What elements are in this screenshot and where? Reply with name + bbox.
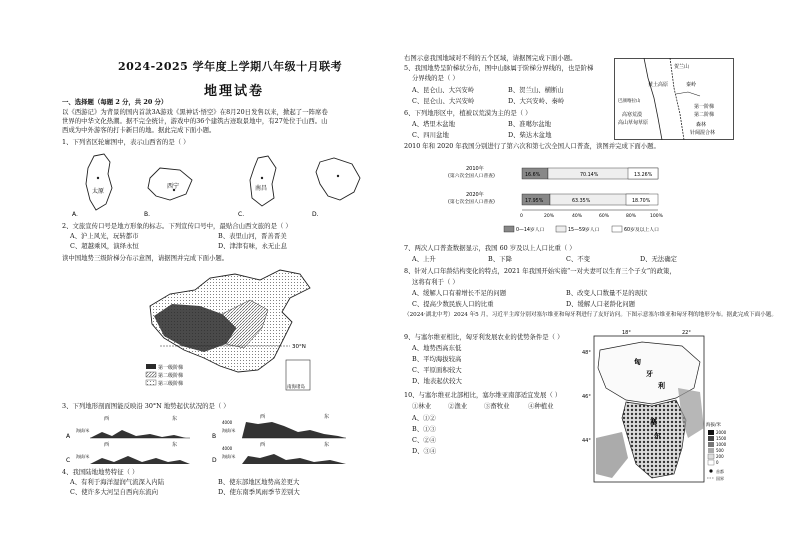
legend-tier-1: 第一级阶梯 <box>158 365 184 371</box>
question-5-cont: 分界线的是（ ） <box>412 74 459 82</box>
south-sea-label: 南海诸岛 <box>287 385 305 390</box>
map2-label-xiong: 匈 <box>634 358 641 366</box>
intro-line-1: 以《西游记》为背景的国内首款3A游戏《黑神话·悟空》在8月20日发售以来，掀起了一阵席卷 <box>62 108 328 116</box>
hungary-serbia-map <box>582 328 730 490</box>
question-1: 1、下列省区轮廓图中，表示山西省的是（ ） <box>62 138 190 146</box>
map-b-label: 西宁 <box>167 183 180 190</box>
pop-2010-child: 16.6% <box>525 173 541 178</box>
map-c-label: 南昌 <box>255 185 268 192</box>
q10-item-4: ④种植业 <box>528 402 554 410</box>
profile-a-letter: A <box>66 433 71 440</box>
pop-2020-working: 63.35% <box>572 199 591 204</box>
inset-bayan: 巴颜喀拉山 <box>618 99 641 104</box>
map2-label-sai: 塞 <box>650 418 657 426</box>
q9-option-a: A、地势西高东低 <box>412 344 462 352</box>
q7-option-c: C、不变 <box>566 255 591 263</box>
inset-loess: 黄土高原 <box>648 82 669 88</box>
map2-legend-capital: 首都 <box>716 469 724 474</box>
q6-option-b: B、准噶尔盆地 <box>508 120 552 128</box>
q2-option-c: C、超越乘风，演绎永恒 <box>70 242 139 250</box>
q5-option-d: D、大兴安岭、秦岭 <box>508 97 565 105</box>
question-6: 6、下列地形区中，植被以荒漠为主的是（ ） <box>404 109 532 117</box>
q5-option-b: B、贺兰山、横断山 <box>508 86 564 94</box>
intro-line-3: 西成为中外游客的打卡新目的地。据此完成下面小题。 <box>62 126 216 134</box>
map2-legend-0: 0 <box>716 460 719 465</box>
question-5: 5、我国地势呈阶梯状分布，图中山脉属于阶梯分界线的，也是阶梯 <box>404 64 594 72</box>
map-a-outline <box>86 154 112 210</box>
population-chart <box>404 152 674 240</box>
map-d-letter: D. <box>312 211 319 218</box>
q9-option-d: D、地表起伏较大 <box>412 377 462 385</box>
map2-lat-46: 46° <box>582 394 591 400</box>
question-8: 8、针对人口年龄结构变化的特点，2021 年我国开始实施“一对夫妻可以生育三个子女”的政策， <box>404 267 676 275</box>
q8-option-d: D、缓解人口老龄化问题 <box>566 300 636 308</box>
exam-subject: 地理试卷 <box>204 84 265 99</box>
q10-item-2: ②渔业 <box>448 402 468 410</box>
q8-option-c: C、提高少数民族人口的比重 <box>412 300 494 308</box>
exam-title: 2024-2025 学年度上学期八年级十月联考 <box>118 60 343 73</box>
province-outline-maps <box>62 148 362 220</box>
inset-qinling: 秦岭 <box>686 82 697 88</box>
pop-axis-40: 40% <box>572 214 583 219</box>
question-4: 4、我国陆地地势特征（ ） <box>62 468 139 476</box>
question-7: 7、两次人口普查数据显示，我国 60 岁及以上人口比重（ ） <box>404 244 576 252</box>
map2-lat-48: 48° <box>582 350 591 356</box>
pop-axis-0: 0 <box>520 214 523 219</box>
map-a-label: 太原 <box>92 188 105 195</box>
profile-b-letter: B <box>212 433 217 440</box>
pop-axis-80: 80% <box>626 214 637 219</box>
map2-label-li: 利 <box>658 382 665 390</box>
profile-b-east: 东 <box>324 414 330 420</box>
question-9: 9、与塞尔维亚相比，匈牙利发展农业的优势条件是（ ） <box>404 333 564 341</box>
q4-option-a: A、有利于海洋湿润气流深入内陆 <box>70 478 165 486</box>
q10-option-a: A、①② <box>412 414 436 422</box>
profile-b-west: 西 <box>260 414 266 420</box>
map2-legend-title: 海拔/米 <box>706 423 722 428</box>
q9-intro: （2024·湖北中考）2024 年5 月，习近平主席分别对塞尔维亚和匈牙利进行了友好访问。下图示意塞尔维亚和匈牙利的地形分布。据此完成下面小题。 <box>404 312 777 318</box>
q5-intro: 右图示意我国地域对不利的五个区域，请据图完成下面小题。 <box>404 54 577 62</box>
profile-d-west: 西 <box>260 442 266 448</box>
pop-2010-working: 70.14% <box>580 173 599 178</box>
profile-d-unit: 海拔/米 <box>222 454 236 459</box>
q2-option-b: B、表里山河，晋善晋美 <box>218 232 287 240</box>
pop-bar-2-label: (第七次全国人口普查) <box>448 200 495 205</box>
profile-c-letter: C <box>66 457 71 464</box>
map2-legend-200: 200 <box>716 454 724 459</box>
pop-intro: 2010 年和 2020 年我国分别进行了第六次和第七次全国人口普查，读图并完成下面小题。 <box>404 142 660 150</box>
inset-tier2: 第二阶梯 <box>694 112 715 118</box>
inset-forest: 森林 <box>696 122 707 128</box>
map-c-outline <box>250 156 276 206</box>
pop-2020-elderly: 18.70% <box>632 199 651 204</box>
legend-tier-3: 第三级阶梯 <box>158 381 184 387</box>
q6-option-d: D、柴达木盆地 <box>508 131 552 139</box>
question-2: 2、文旅宣传口号是地方形象的标志。下列宣传口号中，最贴合山西文旅的是（ ） <box>62 222 292 230</box>
pop-bar-1-label: (第六次全国人口普查) <box>448 174 495 179</box>
profile-c-west: 西 <box>104 442 110 448</box>
q7-option-b: B、下降 <box>488 255 512 263</box>
map-a-letter: A. <box>72 211 78 218</box>
map2-label-ya: 牙 <box>646 370 653 378</box>
q10-option-c: C、②④ <box>412 436 437 444</box>
q3-intro: 读中国地势三级阶梯分布示意图，请据图并完成下面小题。 <box>62 254 229 262</box>
profile-c-unit: 海拔/米 <box>76 454 90 459</box>
q6-option-c: C、四川盆地 <box>412 131 449 139</box>
profile-d-east: 东 <box>324 442 330 448</box>
q10-option-b: B、①③ <box>412 425 436 433</box>
pop-legend-working: 15—59岁人口 <box>568 228 600 233</box>
q10-item-3: ③畜牧业 <box>484 402 510 410</box>
map2-lon-22: 22° <box>682 330 691 336</box>
pop-2020-child: 17.95% <box>525 199 544 204</box>
map2-label-er: 尔 <box>654 432 661 440</box>
inset-mixed: 针阔混合林 <box>690 130 716 136</box>
map2-legend-1000: 1000 <box>716 442 727 447</box>
q10-option-d: D、③④ <box>412 447 437 455</box>
profile-a-west: 西 <box>104 416 110 422</box>
profile-c-east: 东 <box>172 442 178 448</box>
section-heading: 一、选择题（每题 2 分，共 20 分） <box>62 98 168 106</box>
map2-legend-2000: 2000 <box>716 430 727 435</box>
profile-b-value: 4000 <box>222 420 233 425</box>
q5-option-a: A、昆仑山、大兴安岭 <box>412 86 475 94</box>
pop-2010-elderly: 13.26% <box>634 173 653 178</box>
legend-tier-2: 第二级阶梯 <box>158 373 184 379</box>
map2-legend-1500: 1500 <box>716 436 727 441</box>
intro-line-2: 世界的中华文化热潮。据不完全统计，游戏中的36个建筑古迹取景地中，有27处位于山西。山 <box>62 117 328 125</box>
map2-lon-18: 18° <box>622 330 631 336</box>
pop-axis-60: 60% <box>599 214 610 219</box>
map-d-outline <box>316 158 360 200</box>
profile-a-east: 东 <box>172 416 178 422</box>
lat-30-label: 30°N <box>292 344 306 350</box>
q6-option-a: A、塔里木盆地 <box>412 120 455 128</box>
inset-meadow: 高山草甸草原 <box>618 120 649 126</box>
region-inset-diagram <box>614 58 734 140</box>
terrain-profiles <box>62 410 352 466</box>
map2-lat-44: 44° <box>582 438 591 444</box>
pop-axis-20: 20% <box>544 214 555 219</box>
question-10: 10、与塞尔维亚北部相比，塞尔维亚南部适宜发展（ ） <box>404 391 562 399</box>
question-3: 3、下列地形剖面图能反映沿 30°N 地势起伏状况的是（ ） <box>62 402 230 410</box>
pop-bar-1-year: 2010年 <box>466 166 484 172</box>
q9-option-b: B、平均海拔较高 <box>412 355 462 363</box>
inset-helan: 贺兰山 <box>674 64 690 70</box>
china-terrain-map <box>140 266 340 396</box>
q9-option-c: C、平原面积较大 <box>412 366 462 374</box>
profile-b-unit: 海拔/米 <box>222 428 236 433</box>
map2-legend-500: 500 <box>716 448 724 453</box>
q10-item-1: ①林业 <box>412 402 432 410</box>
profile-a-unit: 海拔/米 <box>76 428 90 433</box>
q4-option-b: B、使东部地区地势高差更大 <box>218 478 300 486</box>
pop-legend-elderly: 60岁及以上人口 <box>624 228 659 233</box>
q5-option-c: C、昆仑山、大兴安岭 <box>412 97 475 105</box>
inset-tier1: 第一阶梯 <box>694 104 715 110</box>
q4-option-c: C、使许多大河呈自西向东流向 <box>70 488 158 496</box>
map2-legend-border: 国界 <box>716 476 724 481</box>
map-b-letter: B. <box>144 211 151 218</box>
q7-option-a: A、上升 <box>412 255 436 263</box>
q8-option-a: A、缓解人口有着增长不足的问题 <box>412 289 507 297</box>
q7-option-d: D、无法确定 <box>640 255 678 263</box>
profile-d-letter: D <box>212 457 217 464</box>
map-c-letter: C. <box>238 211 245 218</box>
question-8-cont: 这将有利于（ ） <box>412 278 459 286</box>
pop-bar-2-year: 2020年 <box>466 192 484 198</box>
inset-desert: 高寒荒漠 <box>622 112 643 118</box>
q2-option-d: D、津津有味，永无止息 <box>218 242 288 250</box>
q4-option-d: D、使东南季风雨季节差别大 <box>218 488 300 496</box>
pop-axis-100: 100% <box>650 214 663 219</box>
q8-option-b: B、改变人口数量不足的现状 <box>566 289 648 297</box>
q2-option-a: A、沪上风光，玩转都市 <box>70 232 139 240</box>
pop-legend-child: 0—14岁人口 <box>516 228 545 233</box>
profile-d-value: 4000 <box>222 446 233 451</box>
